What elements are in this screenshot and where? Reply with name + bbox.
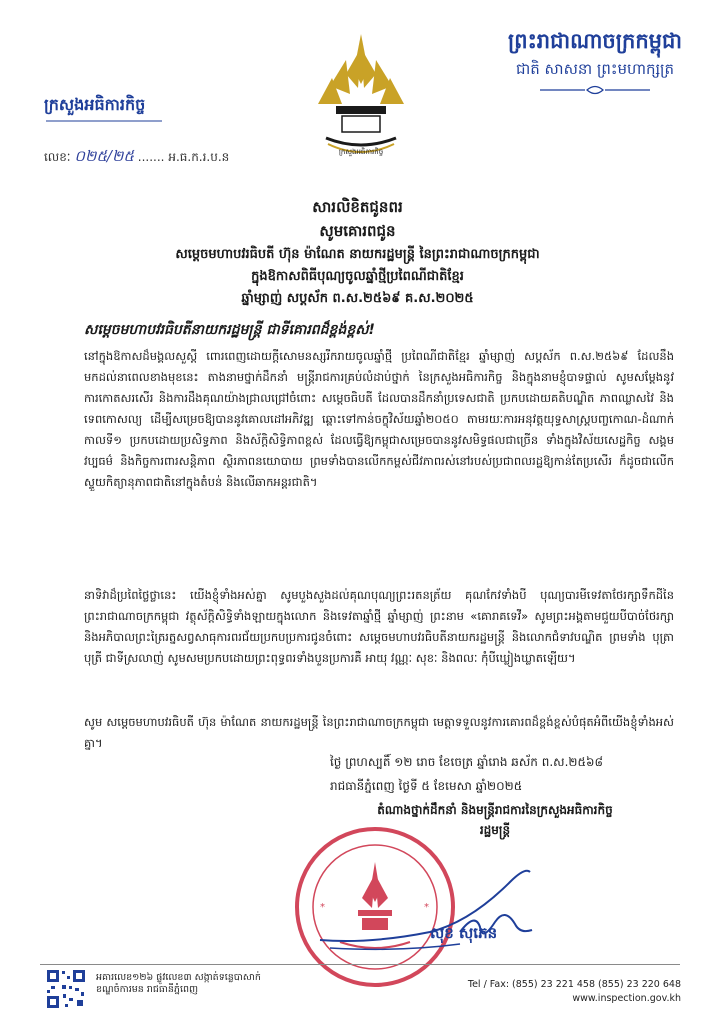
handwritten-signature-icon: [310, 852, 540, 962]
address-line-2: ខណ្ឌចំការមន រាជធានីភ្នំពេញ: [96, 984, 199, 995]
ministry-underline-icon: [44, 118, 164, 124]
body-paragraph-1: នៅក្នុងឱកាសដ៏មង្គលសួស្តី ពោរពេញដោយក្តីសោមនស្សរីករាយចូលឆ្នាំថ្មី ប្រពៃណីជាតិខ្មែរ ឆ្នាំម្សាញ់ សប្តស័ក ព.ស.២៥៦៩ ដែលនឹងមកដល់នាពេលខាងមុខនេះ តាងនាមថ្នាក់ដឹកនាំ មន្ត្រីរាជការគ្រប់លំដាប់ថ្នាក់ នៃក្រសួងអធិការកិច្ច និងក្នុងនាមខ្ញុំបាទផ្ទាល់ សូមសម្តែងនូវការកោតសរសើរ និងការដឹងគុណយ៉ាងជ្រាលជ្រៅចំពោះ សម្តេចធិបតី ដែលបានដឹកនាំប្រទេសជាតិ ប្រកបដោយគតិបណ្ឌិត ភាពឈ្លាសវៃ និងទេពកោសល្យ ដើម្បីសម្រេចឱ្យបាននូវគោលដៅអភិវឌ្ឍ ឆ្ពោះទៅកាន់ចក្ខុវិស័យឆ្នាំ២០៥០ តាមរយៈការអនុវត្តយុទ្ធសាស្ត្របញ្ចកោណ-ដំណាក់កាលទី១ ប្រកបដោយប្រសិទ្ធភាព និងស័ក្តិសិទ្ធិភាពខ្ពស់ ដែលធ្វើឱ្យកម្ពុជាសម្រេចបាននូវសមិទ្ធផលជាច្រើន ទាំងក្នុងវិស័យសេដ្ឋកិច្ច សង្គម វប្បធម៌ និងកិច្ចការពារសន្តិភាព ស្ថិរភាពនយោបាយ ព្រមទាំងបានលើកកម្ពស់ជីវភាពរស់នៅរបស់ប្រជាពលរដ្ឋឱ្យកាន់តែប្រសើរ ក៏ដូចជាលើកស្ទួយកិត្យានុភាពជាតិនៅក្នុងតំបន់ និងលើឆាកអន្តរជាតិ។: [84, 349, 674, 489]
footer-address: [96, 972, 261, 996]
body-paragraph-2: នាទិវាដ៏ប្រពៃថ្លៃថ្លានេះ យើងខ្ញុំទាំងអស់គ្នា សូមបួងសួងដល់គុណបុណ្យព្រះរតនត្រ័យ គុណកែវទាំងបី បុណ្យបារមីទេវតាថែរក្សាទឹកដីនៃព្រះរាជាណាចក្រកម្ពុជា វត្ថុស័ក្តិសិទ្ធិទាំងឡាយក្នុងលោក និងទេវតាឆ្នាំថ្មី ឆ្នាំម្សាញ់ ព្រះនាម «គោរាគទេវី» សូមព្រះអង្គតាមជួយបីបាច់ថែរក្សា និងអភិបាលព្រះត្រៃរត្នសព្វសាធុការពរជ័យប្រកបប្រការជូនចំពោះ សម្តេចមហាបវរធិបតីនាយករដ្ឋមន្ត្រី និងលោកជំទាវបណ្ឌិត ព្រមទាំង បុត្រា បុត្រី ជាទីស្រលាញ់ សូមសមប្រកបដោយព្រះពុទ្ធពរទាំងបួនប្រការគឺ អាយុ វណ្ណៈ សុខៈ និងពលៈ កុំបីឃ្លៀងឃ្លាតឡើយ។: [84, 588, 674, 665]
reference-suffix: អ.ធ.ក.រ.ប.ន: [168, 150, 230, 164]
signatory-name: សុខ សុភេន: [430, 924, 498, 942]
signatory-title-line2: រដ្ឋមន្ត្រី: [479, 823, 511, 837]
kingdom-motto: ជាតិ សាសនា ព្រះមហាក្សត្រ: [515, 60, 675, 78]
footer-divider: [40, 964, 680, 965]
kingdom-title: ព្រះរាជាណាចក្រកម្ពុជា: [507, 29, 682, 53]
letter-year: ឆ្នាំម្សាញ់ សប្តស័ក ព.ស.២៥៦៩ គ.ស.២០២៥: [241, 291, 474, 306]
ministry-name: ក្រសួងអធិការកិច្ច: [44, 95, 146, 114]
kingdom-header: [480, 26, 710, 101]
lunar-date: ថ្ងៃ ព្រហស្បតិ៍ ១២ រោច ខែចេត្រ ឆ្នាំរោង ឆស័ក ព.ស.២៥៦៨: [330, 755, 603, 769]
official-seal: [290, 822, 460, 992]
footer-contact: [468, 978, 681, 1006]
emblem-caption: ក្រសួងអធិការកិច្ច: [338, 148, 384, 156]
ornament-divider-icon: [535, 83, 655, 97]
svg-text:*: *: [320, 902, 325, 913]
letter-recipient-intro: សូមគោរពជូន: [319, 222, 396, 240]
reference-label: លេខៈ: [44, 150, 71, 164]
letter-title: សារលិខិតជូនពរ: [312, 198, 403, 216]
reference-handwritten: ០២៥/២៥: [74, 147, 134, 165]
qr-code-icon: [45, 968, 87, 1010]
solar-date: រាជធានីភ្នំពេញ ថ្ងៃទី ៥ ខែមេសា ឆ្នាំ២០២៥: [330, 779, 523, 793]
signatory-title-line1: តំណាងថ្នាក់ដឹកនាំ និងមន្ត្រីរាជការនៃក្រសួងអធិការកិច្ច: [377, 803, 613, 817]
letter-recipient: សម្តេចមហាបវរធិបតី ហ៊ុន ម៉ាណែត នាយករដ្ឋមន្ត្រី នៃព្រះរាជាណាចក្រកម្ពុជា: [175, 247, 540, 262]
reference-number: លេខៈ ០២៥/២៥ ....... អ.ធ.ក.រ.ប.ន: [44, 147, 230, 165]
phone-fax: Tel / Fax: (855) 23 221 458 (855) 23 220 648: [467, 979, 681, 990]
body-paragraph-3: សូម សម្តេចមហាបវរធិបតី ហ៊ុន ម៉ាណែត នាយករដ្ឋមន្ត្រី នៃព្រះរាជាណាចក្រកម្ពុជា មេត្តាទទួលនូវការគោរពដ៏ខ្ពង់ខ្ពស់បំផុតអំពីយើងខ្ញុំទាំងអស់គ្នា។: [84, 715, 674, 750]
ministry-emblem: [306, 30, 416, 170]
qr-code[interactable]: [45, 968, 87, 1010]
salutation: សម្តេចមហាបវរធិបតីនាយករដ្ឋមន្ត្រី ជាទីគោរពដ៏ខ្ពង់ខ្ពស់!: [84, 322, 375, 338]
svg-text:*: *: [424, 902, 429, 913]
address-line-1: អគារលេខ១២៦ ផ្លូវលេខ៣ សង្កាត់ទន្លេបាសាក់: [96, 972, 261, 983]
letter-occasion: ក្នុងឱកាសពិធីបុណ្យចូលឆ្នាំថ្មីប្រពៃណីជាតិខ្មែរ: [251, 269, 464, 284]
website-link[interactable]: www.inspection.gov.kh: [572, 993, 681, 1004]
